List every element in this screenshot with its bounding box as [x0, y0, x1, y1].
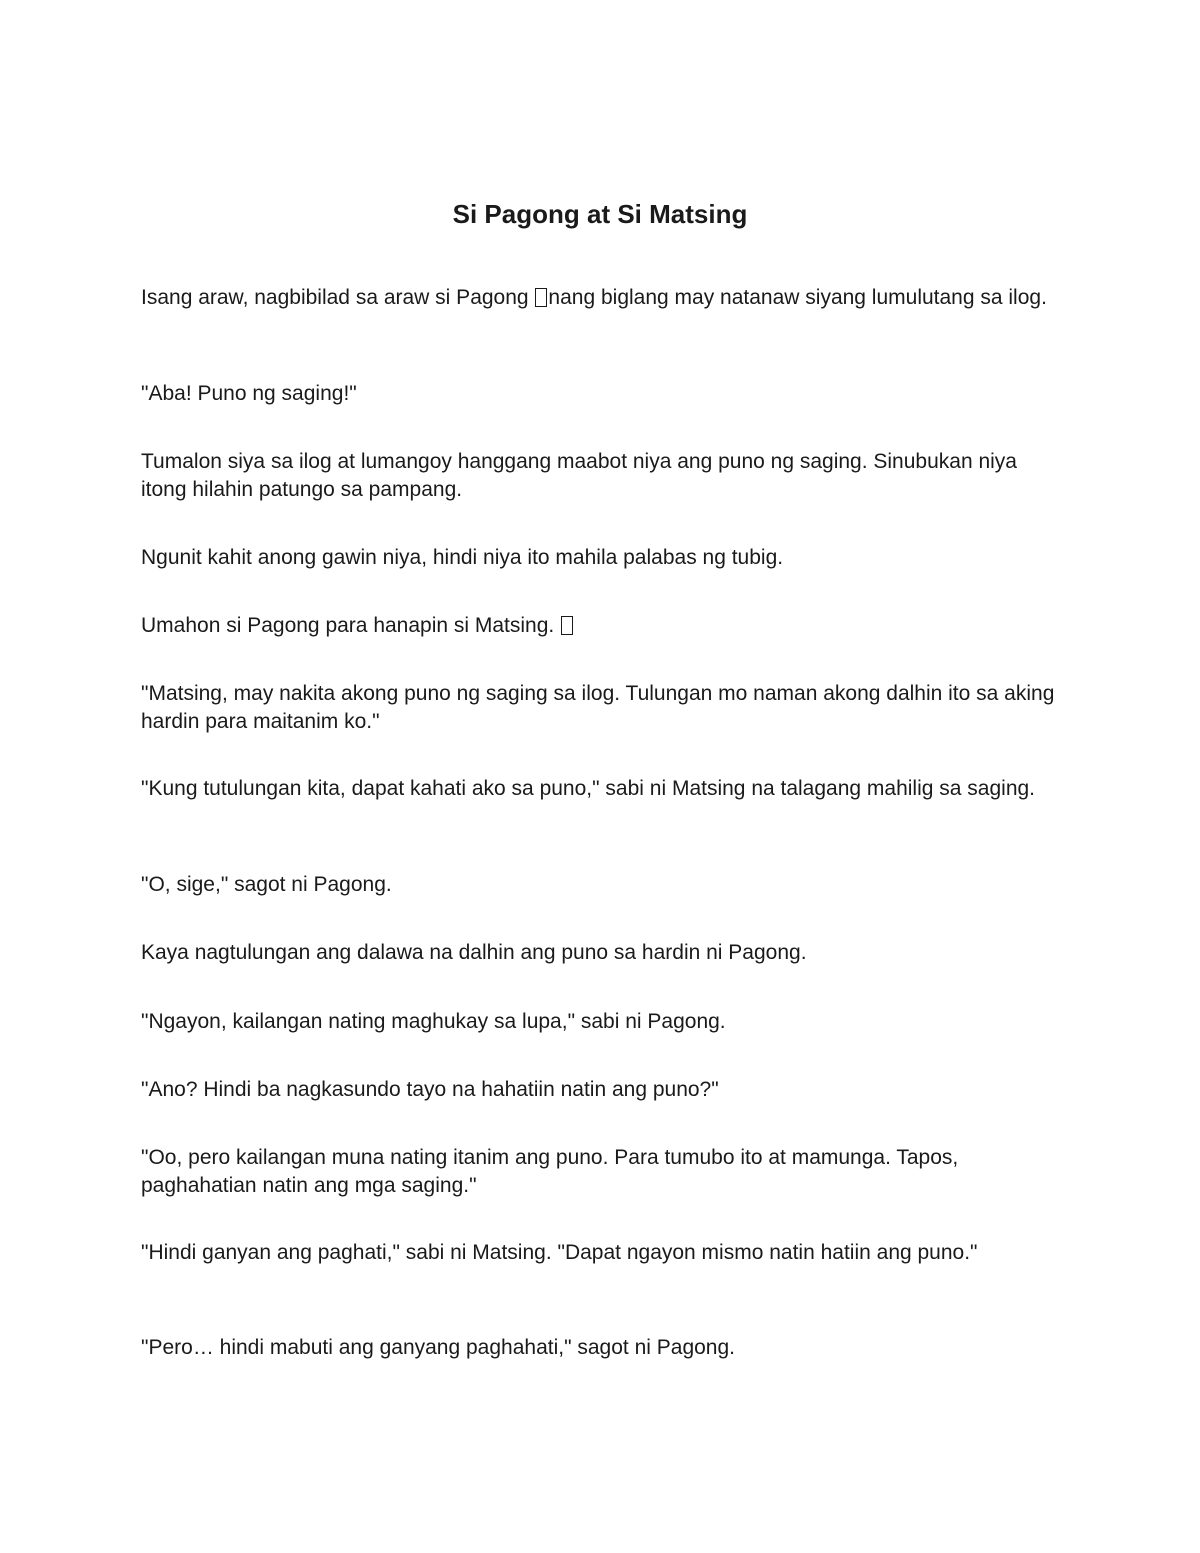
- paragraph-5: [141, 612, 1061, 640]
- paragraph-5-text-a: Umahon si Pagong para hanapin si Matsing.: [141, 614, 561, 637]
- paragraph-1-text-b: nang biglang may natanaw siyang lumulutang sa ilog.: [548, 286, 1047, 309]
- paragraph-1-text-a: Isang araw, nagbibilad sa araw si Pagong: [141, 286, 535, 309]
- paragraph-8: "O, sige," sagot ni Pagong.: [141, 873, 392, 896]
- paragraph-10: "Ngayon, kailangan nating maghukay sa lupa," sabi ni Pagong.: [141, 1010, 726, 1033]
- paragraph-2: "Aba! Puno ng saging!": [141, 382, 357, 405]
- missing-glyph-icon: [561, 616, 573, 635]
- paragraph-11: "Ano? Hindi ba nagkasundo tayo na hahatiin natin ang puno?": [141, 1078, 719, 1101]
- paragraph-6: "Matsing, may nakita akong puno ng saging sa ilog. Tulungan mo naman akong dalhin ito sa aking hardin para maitanim ko.": [141, 682, 1061, 733]
- missing-glyph-icon: [535, 288, 547, 307]
- paragraph-4: Ngunit kahit anong gawin niya, hindi niya ito mahila palabas ng tubig.: [141, 546, 784, 569]
- paragraph-3: Tumalon siya sa ilog at lumangoy hanggang maabot niya ang puno ng saging. Sinubukan niya itong hilahin patungo sa pampang.: [141, 450, 1023, 501]
- paragraph-14: "Pero… hindi mabuti ang ganyang paghahati," sagot ni Pagong.: [141, 1336, 735, 1359]
- paragraph-1: [141, 284, 1061, 312]
- paragraph-12: "Oo, pero kailangan muna nating itanim ang puno. Para tumubo ito at mamunga. Tapos, paghahatian natin ang mga saging.": [141, 1146, 965, 1197]
- paragraph-7: "Kung tutulungan kita, dapat kahati ako sa puno," sabi ni Matsing na talagang mahilig sa saging.: [141, 777, 1036, 800]
- document-title: Si Pagong at Si Matsing: [452, 199, 748, 229]
- paragraph-13: "Hindi ganyan ang paghati," sabi ni Matsing. "Dapat ngayon mismo natin hatiin ang puno.": [141, 1241, 978, 1264]
- paragraph-9: Kaya nagtulungan ang dalawa na dalhin ang puno sa hardin ni Pagong.: [141, 941, 807, 964]
